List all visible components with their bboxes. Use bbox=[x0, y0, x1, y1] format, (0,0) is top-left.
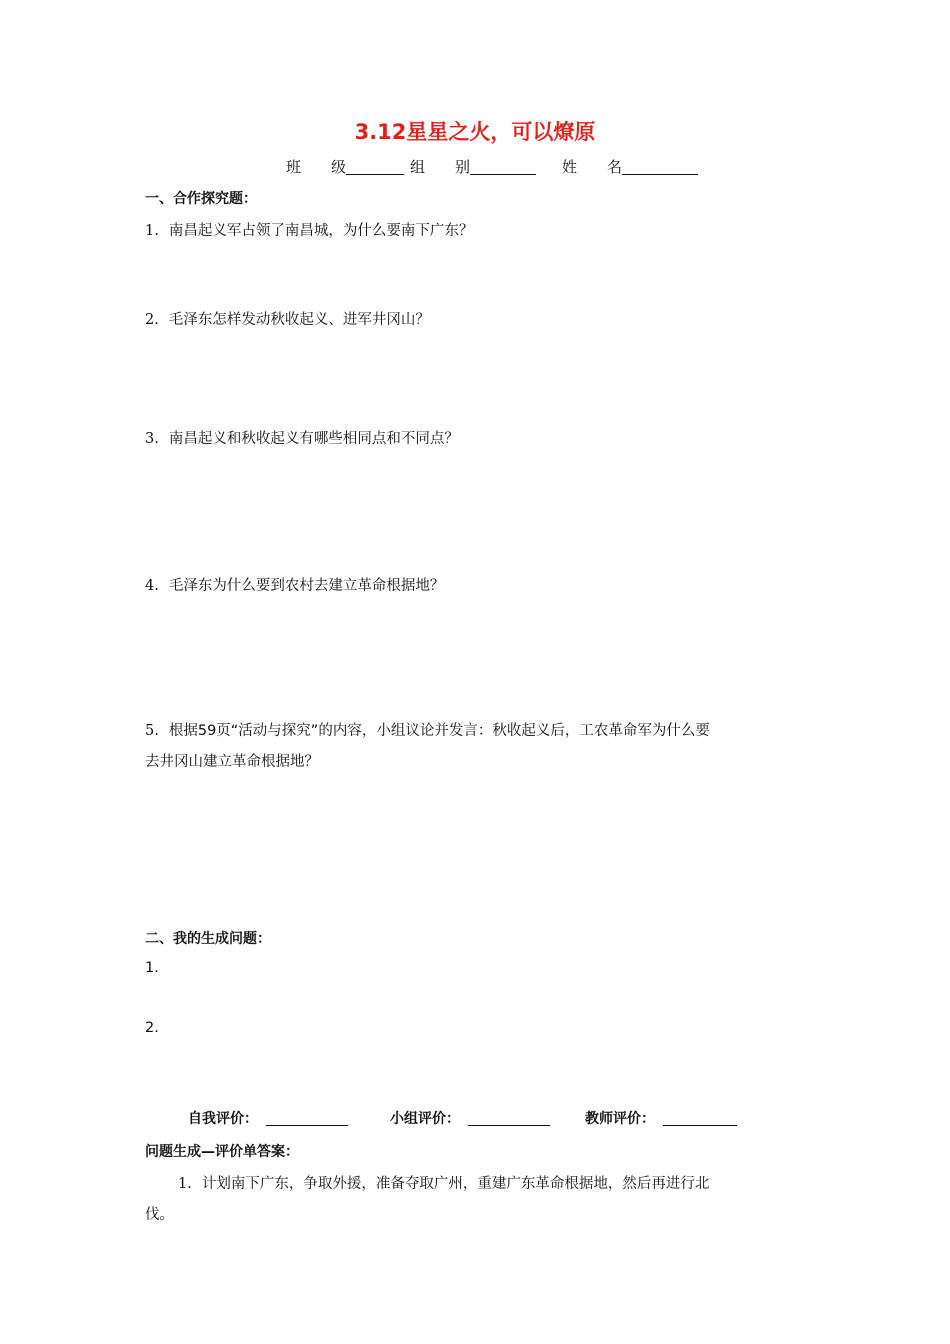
class-label: 班 级 bbox=[286, 158, 347, 176]
teacher-evaluation bbox=[585, 1108, 737, 1128]
class-blank[interactable] bbox=[346, 158, 404, 175]
group-field bbox=[410, 156, 536, 177]
question-number: 1. bbox=[145, 223, 159, 239]
name-field bbox=[562, 156, 698, 177]
teacher-eval-blank[interactable] bbox=[663, 1109, 737, 1126]
question-number: 4. bbox=[145, 578, 159, 594]
generated-question-1: 1. bbox=[145, 960, 159, 976]
answer-number: 1. bbox=[178, 1176, 192, 1192]
self-eval-blank[interactable] bbox=[266, 1109, 348, 1126]
question-text: 南昌起义军占领了南昌城，为什么要南下广东？ bbox=[168, 223, 474, 239]
question-number: 2. bbox=[145, 312, 159, 328]
question-5-continued: 去井冈山建立革命根据地？ bbox=[145, 754, 319, 770]
question-number: 3. bbox=[145, 431, 159, 447]
group-eval-blank[interactable] bbox=[468, 1109, 550, 1126]
self-eval-label: 自我评价： bbox=[188, 1111, 258, 1127]
generated-question-2: 2. bbox=[145, 1020, 159, 1036]
teacher-eval-label: 教师评价： bbox=[585, 1111, 655, 1127]
group-evaluation bbox=[390, 1108, 550, 1128]
page-title: 3.12星星之火，可以燎原 bbox=[354, 120, 596, 144]
class-field bbox=[286, 156, 404, 177]
question-text: 毛泽东为什么要到农村去建立革命根据地？ bbox=[168, 578, 445, 594]
group-eval-label: 小组评价： bbox=[390, 1111, 460, 1127]
question-text: 根据59页“活动与探究”的内容，小组议论并发言：秋收起义后，工农革命军为什么要 bbox=[168, 723, 710, 739]
answer-text: 计划南下广东，争取外援，准备夺取广州，重建广东革命根据地，然后再进行北 bbox=[201, 1176, 710, 1192]
question-text: 毛泽东怎样发动秋收起义、进军井冈山？ bbox=[168, 312, 430, 328]
name-blank[interactable] bbox=[622, 158, 698, 175]
answer-1-continued: 伐。 bbox=[145, 1207, 174, 1223]
section2-heading: 二、我的生成问题： bbox=[145, 931, 271, 947]
group-label: 组 别 bbox=[410, 158, 471, 176]
question-5 bbox=[145, 719, 710, 740]
question-4 bbox=[145, 574, 444, 595]
section1-heading: 一、合作探究题： bbox=[145, 191, 257, 207]
group-blank[interactable] bbox=[470, 158, 536, 175]
question-3 bbox=[145, 427, 459, 448]
answers-heading: 问题生成—评价单答案： bbox=[145, 1144, 299, 1160]
self-evaluation bbox=[188, 1108, 348, 1128]
question-1 bbox=[145, 219, 473, 240]
question-text: 南昌起义和秋收起义有哪些相同点和不同点？ bbox=[168, 431, 459, 447]
question-2 bbox=[145, 308, 430, 329]
answer-1 bbox=[178, 1172, 709, 1193]
name-label: 姓 名 bbox=[562, 158, 623, 176]
question-number: 5. bbox=[145, 723, 159, 739]
